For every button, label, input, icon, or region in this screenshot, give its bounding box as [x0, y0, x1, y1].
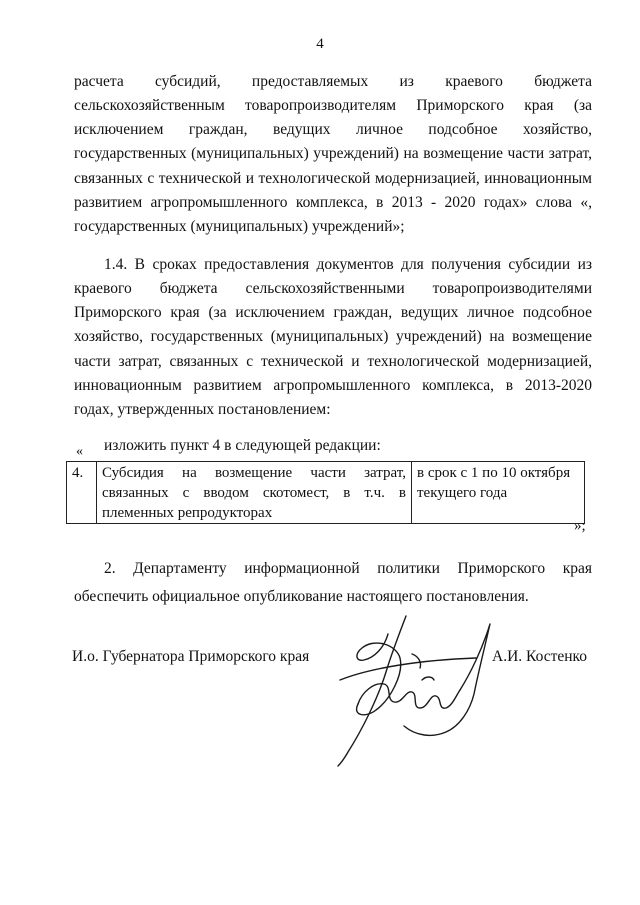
- paragraph-continuation: расчета субсидий, предоставляемых из краевого бюджета сельскохозяйственным товаропроизводителям Приморского края (за исключением граждан, ведущих личное подсобное хозяйство, государственных (муниципальных) учреждений) на возмещение части затрат, связанных с технической и технологической модернизацией, инновационным развитием агропромышленного комплекса, в 2013 - 2020 годах» слова «, государственных (муниципальных) учреждений»;: [74, 72, 592, 236]
- amendment-table: [66, 461, 585, 524]
- table-row: [67, 462, 585, 524]
- table-cell-deadline: в срок с 1 по 10 октября текущего года: [412, 462, 585, 524]
- paragraph-instruction: изложить пункт 4 в следующей редакции:: [104, 436, 381, 454]
- signatory-name: А.И. Костенко: [492, 648, 588, 665]
- table-cell-subject: Субсидия на возмещение части затрат, связанных с вводом скотомест, в т.ч. в племенных репродукторах: [97, 462, 412, 524]
- paragraph-item-1-4: 1.4. В сроках предоставления документов для получения субсидии из краевого бюджета сельскохозяйственными товаропроизводителями Приморского края (за исключением граждан, ведущих личное подсобное хозяйство, государственных (муниципальных) учреждений) на возмещение части затрат, связанных с технической и технологической модернизацией, инновационным развитием агропромышленного комплекса, в 2013-2020 годах, утвержденных постановлением:: [74, 255, 592, 419]
- table-cell-number: 4.: [67, 462, 97, 524]
- paragraph-item-2: 2. Департаменту информационной политики Приморского края обеспечить официальное опубликование настоящего постановления.: [74, 559, 592, 605]
- page-number: 4: [316, 36, 324, 52]
- closing-quote: »;: [574, 518, 586, 534]
- opening-quote: «: [76, 444, 83, 459]
- signatory-role: И.о. Губернатора Приморского края: [72, 648, 310, 665]
- handwritten-signature: [300, 598, 500, 768]
